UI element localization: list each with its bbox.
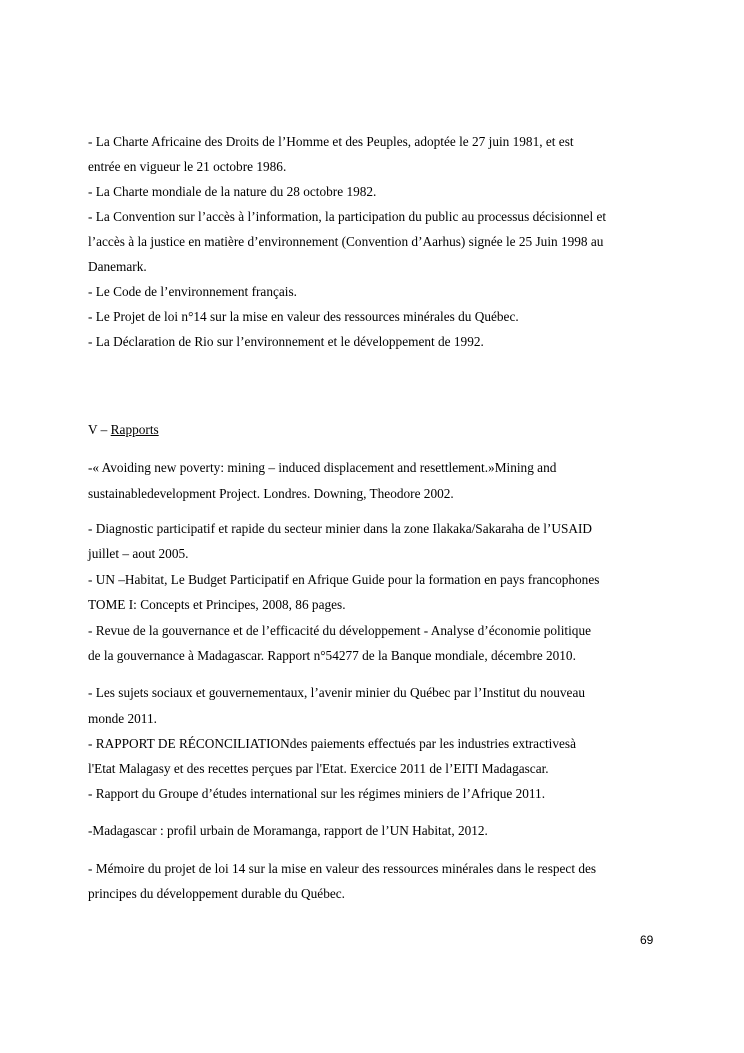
text-line: principes du développement durable du Québec.	[88, 886, 345, 901]
text-line: - La Charte Africaine des Droits de l’Homme et des Peuples, adoptée le 27 juin 1981, et est	[88, 134, 574, 149]
text-line: -Madagascar : profil urbain de Moramanga, rapport de l’UN Habitat, 2012.	[88, 823, 488, 838]
text-line: sustainabledevelopment Project. Londres. Downing, Theodore 2002.	[88, 486, 454, 501]
text-line: - Mémoire du projet de loi 14 sur la mise en valeur des ressources minérales dans le respect des	[88, 861, 597, 876]
text-line: - La Charte mondiale de la nature du 28 octobre 1982.	[88, 184, 377, 199]
text-line: - RAPPORT DE RÉCONCILIATIONdes paiements effectués par les industries extractivesà	[88, 736, 577, 751]
text-line: de la gouvernance à Madagascar. Rapport n°54277 de la Banque mondiale, décembre 2010.	[88, 648, 576, 663]
text-line: - Diagnostic participatif et rapide du secteur minier dans la zone Ilakaka/Sakaraha de l’USAID	[88, 521, 592, 536]
text-line: - La Déclaration de Rio sur l’environnement et le développement de 1992.	[88, 334, 484, 349]
text-line: l'Etat Malagasy et des recettes perçues par l'Etat. Exercice 2011 de l’EITI Madagascar.	[88, 761, 549, 776]
section-prefix: V –	[88, 422, 111, 437]
text-line: - Le Projet de loi n°14 sur la mise en valeur des ressources minérales du Québec.	[88, 309, 519, 324]
text-line: TOME I: Concepts et Principes, 2008, 86 pages.	[88, 597, 346, 612]
text-line: juillet – aout 2005.	[88, 546, 189, 561]
text-line: - Rapport du Groupe d’études international sur les régimes miniers de l’Afrique 2011.	[88, 786, 546, 801]
text-line: Danemark.	[88, 259, 147, 274]
section-title: Rapports	[110, 422, 159, 437]
text-line: entrée en vigueur le 21 octobre 1986.	[88, 159, 287, 174]
text-line: monde 2011.	[88, 711, 157, 726]
text-line: -« Avoiding new poverty: mining – induced displacement and resettlement.»Mining and	[88, 460, 557, 475]
text-line: - UN –Habitat, Le Budget Participatif en Afrique Guide pour la formation en pays francophones	[88, 572, 600, 587]
text-line: - Les sujets sociaux et gouvernementaux, l’avenir minier du Québec par l’Institut du nouveau	[88, 685, 586, 700]
text-line: - Revue de la gouvernance et de l’efficacité du développement - Analyse d’économie politique	[88, 623, 591, 638]
text-line: - Le Code de l’environnement français.	[88, 284, 297, 299]
section-heading	[88, 422, 159, 438]
page-number: 69	[640, 933, 654, 947]
text-line: - La Convention sur l’accès à l’information, la participation du public au processus décisionnel et	[88, 209, 607, 224]
text-line: l’accès à la justice en matière d’environnement (Convention d’Aarhus) signée le 25 Juin 1998 au	[88, 234, 604, 249]
